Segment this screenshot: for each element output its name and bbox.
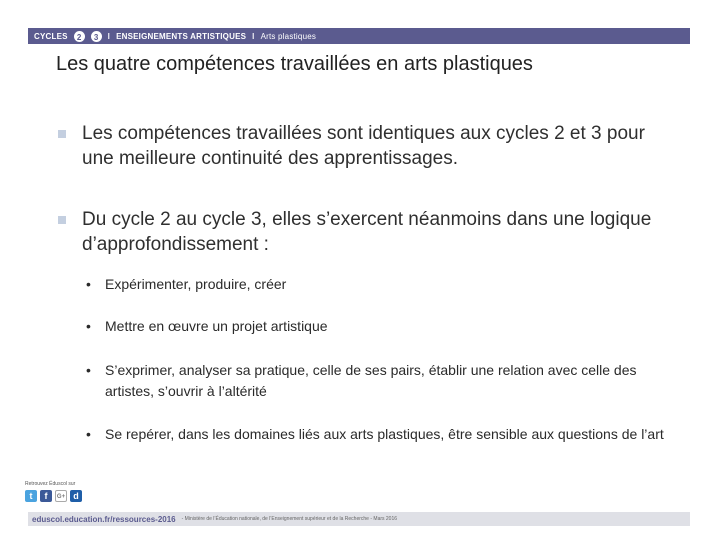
sub-bullet-text: S’exprimer, analyser sa pratique, celle de ses pairs, établir une relation avec celle des artistes, s’ouvrir à l’altérité	[105, 362, 637, 399]
sub-bullet-item	[86, 360, 666, 402]
sub-bullet-text: Se repérer, dans les domaines liés aux arts plastiques, être sensible aux questions de l’art	[105, 426, 664, 442]
slide-title: Les quatre compétences travaillées en arts plastiques	[56, 53, 533, 75]
twitter-icon[interactable]: t	[25, 490, 37, 502]
dot-bullet-icon: •	[86, 318, 91, 334]
sub-bullet-item	[86, 316, 666, 337]
banner-subsection: Arts plastiques	[260, 31, 317, 41]
facebook-icon[interactable]: f	[40, 490, 52, 502]
bullet-item	[62, 207, 672, 257]
social-icons	[25, 490, 82, 502]
dailymotion-icon[interactable]: d	[70, 490, 82, 502]
square-bullet-icon	[58, 216, 66, 224]
bullet-text: Les compétences travaillées sont identiques aux cycles 2 et 3 pour une meilleure continuité des apprentissages.	[82, 123, 645, 169]
dot-bullet-icon: •	[86, 276, 91, 292]
banner-section: ENSEIGNEMENTS ARTISTIQUES	[116, 31, 247, 41]
sub-bullet-item	[86, 424, 666, 445]
sub-bullet-text: Expérimenter, produire, créer	[105, 276, 287, 292]
banner-separator-2: I	[252, 31, 255, 41]
google-plus-icon[interactable]: G+	[55, 490, 67, 502]
bottom-bar	[28, 512, 690, 526]
eduscol-link[interactable]: eduscol.education.fr/ressources-2016	[32, 514, 176, 524]
sub-bullet-item	[86, 274, 666, 295]
cycle-3-badge: 3	[91, 31, 102, 42]
cycle-2-badge: 2	[74, 31, 85, 42]
sub-bullet-text: Mettre en œuvre un projet artistique	[105, 318, 328, 334]
bullet-text: Du cycle 2 au cycle 3, elles s’exercent néanmoins dans une logique d’approfondissement :	[82, 209, 652, 255]
dot-bullet-icon: •	[86, 426, 91, 442]
banner-separator: I	[107, 31, 111, 41]
cycles-label: CYCLES	[34, 31, 68, 41]
credit-text: - Ministère de l’Éducation nationale, de l’Enseignement supérieur et de la Recherche - Mars 2016	[181, 516, 398, 522]
bullet-item	[62, 121, 672, 171]
social-caption: Retrouvez Éduscol sur	[25, 481, 76, 487]
square-bullet-icon	[58, 130, 66, 138]
dot-bullet-icon: •	[86, 362, 91, 378]
top-banner	[28, 28, 690, 44]
